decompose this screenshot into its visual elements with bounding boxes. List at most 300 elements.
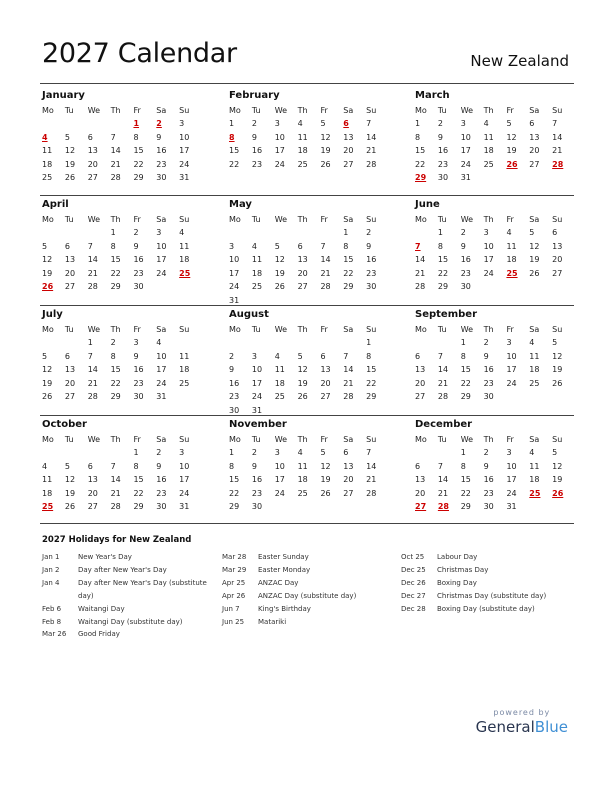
day-cell: 31 (179, 173, 190, 183)
day-cell: 9 (437, 132, 443, 142)
day-cell: 7 (552, 119, 558, 128)
weekday-label: Su (366, 435, 377, 444)
weekday-label: Th (110, 215, 121, 224)
month-january (42, 88, 202, 185)
day-cell: 4 (529, 338, 535, 347)
weekday-label: Mo (229, 435, 241, 444)
day-cell: 18 (179, 365, 190, 375)
day-cell: 29 (133, 502, 144, 512)
day-cell: 21 (87, 268, 98, 278)
weekday-label: Tu (251, 106, 261, 115)
month-name: August (229, 309, 269, 320)
weekday-label: Tu (64, 215, 74, 224)
day-cell: 19 (274, 268, 285, 278)
holiday-name: Christmas Day (substitute day) (437, 591, 547, 600)
empty-day (275, 226, 298, 240)
day-cell: 6 (415, 461, 421, 471)
day-cell: 24 (506, 488, 517, 498)
day-cell: 1 (343, 228, 349, 237)
day-cell: 11 (42, 475, 53, 485)
day-cell: 13 (87, 475, 98, 485)
empty-day (529, 280, 552, 294)
day-cell: 16 (156, 475, 167, 485)
day-cell: 31 (229, 295, 240, 305)
empty-day (65, 336, 88, 350)
day-cell: 16 (251, 475, 263, 485)
day-cell: 7 (320, 241, 326, 251)
day-cell: 31 (251, 405, 263, 415)
day-cell: 13 (64, 255, 76, 265)
empty-day (88, 117, 111, 131)
holiday-day-cell: 4 (42, 132, 48, 142)
weekday-label: Mo (42, 215, 54, 224)
row-divider (40, 195, 574, 196)
day-cell: 16 (437, 146, 449, 156)
day-cell: 29 (460, 502, 471, 512)
weekday-label: Th (110, 325, 121, 334)
weekday-label: Tu (251, 215, 261, 224)
day-cell: 24 (156, 268, 167, 278)
day-cell: 14 (366, 461, 377, 471)
day-cell: 27 (320, 392, 331, 402)
holiday-day-cell: 26 (42, 282, 54, 292)
weekday-label: We (87, 106, 101, 115)
day-cell: 11 (529, 461, 540, 471)
day-cell: 31 (506, 502, 517, 512)
holiday-name: Labour Day (437, 553, 478, 561)
day-cell: 5 (64, 461, 70, 471)
day-cell: 2 (156, 448, 162, 457)
empty-day (552, 390, 575, 404)
empty-day (366, 500, 389, 514)
day-cell: 23 (156, 159, 167, 169)
day-cell: 19 (42, 378, 53, 388)
day-cell: 24 (156, 378, 167, 388)
weekday-label: We (460, 325, 474, 334)
day-cell: 9 (460, 241, 466, 251)
holiday-name: Waitangi Day (78, 604, 125, 613)
weekday-label: Tu (64, 435, 74, 444)
holiday-day-cell: 25 (529, 488, 541, 498)
day-cell: 29 (437, 282, 449, 292)
day-cell: 8 (366, 351, 372, 361)
day-cell: 2 (366, 228, 372, 237)
month-name: December (415, 419, 473, 430)
day-cell: 30 (483, 392, 494, 402)
day-cell: 5 (42, 241, 48, 251)
weekday-label: Sa (156, 106, 167, 115)
weekday-label: Su (552, 106, 563, 115)
weekday-label: Mo (229, 106, 241, 115)
day-cell: 20 (87, 488, 98, 498)
day-grid (415, 336, 575, 404)
row-divider (40, 415, 574, 416)
day-cell: 30 (460, 282, 471, 292)
holiday-day-cell: 25 (506, 268, 518, 278)
day-cell: 6 (343, 448, 349, 457)
day-cell: 14 (415, 255, 426, 265)
day-cell: 10 (179, 132, 190, 142)
empty-day (552, 280, 575, 294)
month-name: July (42, 309, 63, 320)
day-grid (229, 336, 389, 418)
holiday-name: Boxing Day (substitute day) (437, 604, 535, 613)
weekday-label: Fr (506, 435, 514, 444)
day-cell: 29 (366, 392, 377, 402)
weekday-label: We (87, 215, 101, 224)
day-cell: 23 (229, 392, 240, 402)
day-cell: 19 (320, 475, 331, 485)
weekday-label: Fr (133, 106, 141, 115)
day-cell: 12 (320, 132, 331, 142)
day-cell: 9 (133, 351, 139, 361)
empty-day (484, 280, 507, 294)
day-cell: 9 (483, 351, 489, 361)
row-divider (40, 523, 574, 524)
day-cell: 26 (64, 173, 76, 183)
day-cell: 2 (437, 119, 443, 128)
day-cell: 20 (320, 378, 331, 388)
holiday-date: Dec 28 (401, 604, 426, 613)
day-cell: 8 (229, 461, 235, 471)
weekday-label: We (87, 325, 101, 334)
weekday-header (415, 433, 575, 446)
day-cell: 21 (552, 146, 563, 156)
weekday-label: We (460, 106, 474, 115)
day-cell: 14 (437, 365, 449, 375)
month-name: June (415, 199, 440, 210)
holiday-item (401, 603, 567, 616)
day-cell: 17 (460, 146, 471, 156)
day-cell: 20 (64, 268, 76, 278)
day-cell: 28 (320, 282, 331, 292)
day-grid (229, 226, 389, 308)
empty-day (529, 171, 552, 185)
month-july (42, 307, 202, 404)
day-cell: 20 (64, 378, 76, 388)
empty-day (415, 226, 438, 240)
day-cell: 14 (343, 365, 354, 375)
day-cell: 23 (133, 268, 144, 278)
country-name: New Zealand (470, 52, 569, 70)
day-cell: 8 (460, 351, 466, 361)
day-cell: 3 (483, 228, 489, 237)
holiday-date: Jan 2 (42, 565, 60, 574)
empty-day (111, 446, 134, 460)
day-cell: 1 (460, 338, 466, 347)
weekday-label: Mo (415, 435, 427, 444)
weekday-label: Su (179, 435, 190, 444)
day-cell: 8 (110, 351, 116, 361)
day-cell: 21 (437, 488, 449, 498)
day-cell: 14 (87, 365, 98, 375)
weekday-label: Mo (415, 325, 427, 334)
month-april (42, 197, 202, 294)
weekday-label: Su (552, 325, 563, 334)
weekday-label: Tu (251, 435, 261, 444)
holiday-column (42, 551, 208, 641)
month-november (229, 417, 389, 514)
day-cell: 4 (179, 228, 185, 237)
day-cell: 18 (483, 146, 494, 156)
day-cell: 20 (87, 159, 98, 169)
holiday-name: Boxing Day (437, 578, 477, 587)
day-cell: 14 (552, 132, 563, 142)
holiday-item (42, 551, 208, 564)
day-cell: 22 (415, 159, 426, 169)
day-cell: 3 (506, 338, 512, 347)
month-name: September (415, 309, 477, 320)
weekday-label: Su (552, 215, 563, 224)
day-cell: 24 (483, 268, 494, 278)
day-cell: 22 (437, 268, 449, 278)
weekday-label: Sa (343, 106, 354, 115)
day-cell: 29 (460, 392, 471, 402)
day-cell: 27 (529, 159, 540, 169)
day-cell: 23 (366, 268, 377, 278)
day-cell: 24 (274, 159, 285, 169)
holiday-date: Oct 25 (401, 553, 425, 561)
holiday-name: King's Birthday (258, 604, 311, 613)
empty-day (275, 336, 298, 350)
day-cell: 20 (343, 146, 354, 156)
day-cell: 14 (110, 146, 121, 156)
holiday-date: Dec 25 (401, 565, 426, 574)
holiday-item (222, 616, 388, 629)
holiday-item (42, 616, 208, 629)
day-cell: 5 (274, 241, 280, 251)
empty-day (506, 390, 529, 404)
day-cell: 13 (552, 241, 563, 251)
holiday-day-cell: 7 (415, 241, 421, 251)
weekday-label: Sa (529, 325, 540, 334)
holiday-item (401, 551, 567, 564)
weekday-label: Th (483, 106, 494, 115)
day-grid (229, 446, 389, 514)
holiday-column (401, 551, 567, 616)
empty-day (529, 500, 552, 514)
day-cell: 29 (110, 282, 121, 292)
holiday-item (222, 577, 388, 590)
day-cell: 19 (64, 488, 76, 498)
holiday-date: Feb 6 (42, 604, 62, 613)
day-cell: 16 (156, 146, 167, 156)
day-cell: 25 (483, 159, 494, 169)
day-cell: 7 (87, 241, 93, 251)
empty-day (88, 226, 111, 240)
empty-day (229, 226, 252, 240)
day-cell: 23 (251, 159, 263, 169)
weekday-label: Su (179, 215, 190, 224)
day-cell: 27 (297, 282, 308, 292)
empty-day (42, 226, 65, 240)
day-cell: 25 (179, 378, 190, 388)
day-cell: 14 (437, 475, 449, 485)
day-cell: 23 (437, 159, 449, 169)
day-cell: 2 (110, 338, 116, 347)
day-cell: 15 (110, 255, 121, 265)
day-cell: 6 (529, 119, 535, 128)
day-cell: 24 (274, 488, 285, 498)
weekday-label: Th (110, 435, 121, 444)
weekday-label: We (87, 435, 101, 444)
day-cell: 23 (251, 488, 263, 498)
day-cell: 16 (229, 378, 240, 388)
weekday-label: Sa (529, 435, 540, 444)
holiday-name: Day after New Year's Day (78, 565, 167, 574)
day-cell: 21 (320, 268, 331, 278)
day-cell: 27 (87, 173, 98, 183)
day-cell: 16 (133, 255, 144, 265)
day-cell: 21 (437, 378, 449, 388)
holiday-name: Easter Monday (258, 565, 311, 574)
holiday-date: Apr 25 (222, 578, 246, 587)
weekday-label: Mo (42, 325, 54, 334)
weekday-label: Tu (437, 106, 447, 115)
month-name: November (229, 419, 287, 430)
day-cell: 27 (552, 268, 563, 278)
day-cell: 24 (179, 488, 190, 498)
day-cell: 7 (343, 351, 349, 361)
day-cell: 11 (179, 351, 190, 361)
day-cell: 4 (42, 461, 48, 471)
weekday-label: Su (366, 215, 377, 224)
day-cell: 19 (552, 475, 563, 485)
day-cell: 14 (366, 132, 377, 142)
day-cell: 30 (251, 502, 263, 512)
day-cell: 18 (42, 488, 53, 498)
day-cell: 4 (156, 338, 162, 347)
day-cell: 30 (229, 405, 240, 415)
empty-day (88, 446, 111, 460)
month-february (229, 88, 389, 171)
weekday-label: Th (483, 435, 494, 444)
day-cell: 29 (133, 173, 144, 183)
day-cell: 3 (156, 228, 162, 237)
empty-day (179, 390, 202, 404)
day-cell: 4 (297, 448, 303, 457)
day-cell: 2 (251, 119, 257, 128)
holiday-date: Dec 26 (401, 578, 426, 587)
day-cell: 10 (506, 351, 517, 361)
day-cell: 12 (42, 365, 53, 375)
day-grid (229, 117, 389, 171)
weekday-label: Fr (506, 106, 514, 115)
weekday-label: Th (297, 215, 308, 224)
day-cell: 22 (343, 268, 354, 278)
weekday-label: Fr (506, 325, 514, 334)
day-cell: 24 (460, 159, 471, 169)
day-cell: 13 (87, 146, 98, 156)
holiday-date: Dec 27 (401, 591, 426, 600)
holiday-name: Day after New Year's Day (substitute day) (78, 578, 207, 600)
day-cell: 2 (460, 228, 466, 237)
empty-day (229, 336, 252, 350)
day-cell: 11 (297, 461, 308, 471)
day-cell: 30 (133, 282, 144, 292)
holiday-item (401, 590, 567, 603)
day-cell: 5 (506, 119, 512, 128)
day-cell: 12 (506, 132, 517, 142)
day-cell: 11 (251, 255, 263, 265)
day-cell: 3 (274, 119, 280, 128)
holiday-item (42, 603, 208, 616)
holiday-name: New Year's Day (78, 553, 132, 561)
weekday-header (415, 323, 575, 336)
weekday-label: Sa (529, 215, 540, 224)
generalblue-logo[interactable] (476, 708, 568, 736)
day-cell: 25 (42, 173, 53, 183)
weekday-label: Th (483, 215, 494, 224)
day-cell: 24 (229, 282, 240, 292)
day-cell: 3 (179, 448, 185, 457)
empty-day (552, 500, 575, 514)
day-cell: 22 (133, 488, 144, 498)
day-cell: 22 (110, 378, 121, 388)
day-cell: 19 (506, 146, 517, 156)
weekday-label: Fr (133, 435, 141, 444)
day-cell: 10 (274, 132, 285, 142)
day-cell: 1 (229, 448, 235, 457)
day-cell: 26 (320, 488, 331, 498)
weekday-label: Sa (343, 325, 354, 334)
month-name: March (415, 90, 450, 101)
day-grid (415, 226, 575, 294)
day-cell: 12 (64, 475, 76, 485)
day-cell: 14 (110, 475, 121, 485)
month-may (229, 197, 389, 308)
day-cell: 2 (229, 351, 235, 361)
day-cell: 31 (156, 392, 167, 402)
empty-day (111, 117, 134, 131)
day-cell: 19 (297, 378, 308, 388)
weekday-header (42, 104, 202, 117)
page-title: 2027 Calendar (42, 38, 237, 69)
weekday-label: We (274, 106, 288, 115)
day-cell: 12 (64, 146, 76, 156)
weekday-label: Sa (156, 435, 167, 444)
day-cell: 10 (229, 255, 240, 265)
empty-day (275, 500, 298, 514)
day-grid (415, 446, 575, 514)
weekday-label: Mo (229, 325, 241, 334)
holiday-name: Easter Sunday (258, 553, 309, 561)
day-cell: 18 (274, 378, 285, 388)
empty-day (343, 336, 366, 350)
day-cell: 28 (415, 282, 426, 292)
weekday-header (229, 213, 389, 226)
day-cell: 23 (133, 378, 144, 388)
weekday-label: Mo (42, 106, 54, 115)
day-cell: 27 (343, 488, 354, 498)
day-cell: 16 (483, 475, 494, 485)
day-cell: 28 (366, 488, 377, 498)
weekday-label: Su (552, 435, 563, 444)
empty-day (42, 117, 65, 131)
day-cell: 6 (552, 228, 558, 237)
holiday-day-cell: 29 (415, 173, 427, 183)
day-cell: 23 (156, 488, 167, 498)
day-cell: 9 (156, 461, 162, 471)
weekday-header (229, 323, 389, 336)
day-cell: 28 (343, 392, 354, 402)
weekday-label: Su (179, 106, 190, 115)
month-name: October (42, 419, 87, 430)
day-cell: 11 (179, 241, 190, 251)
day-cell: 10 (483, 241, 494, 251)
day-cell: 9 (229, 365, 235, 375)
day-cell: 4 (274, 351, 280, 361)
